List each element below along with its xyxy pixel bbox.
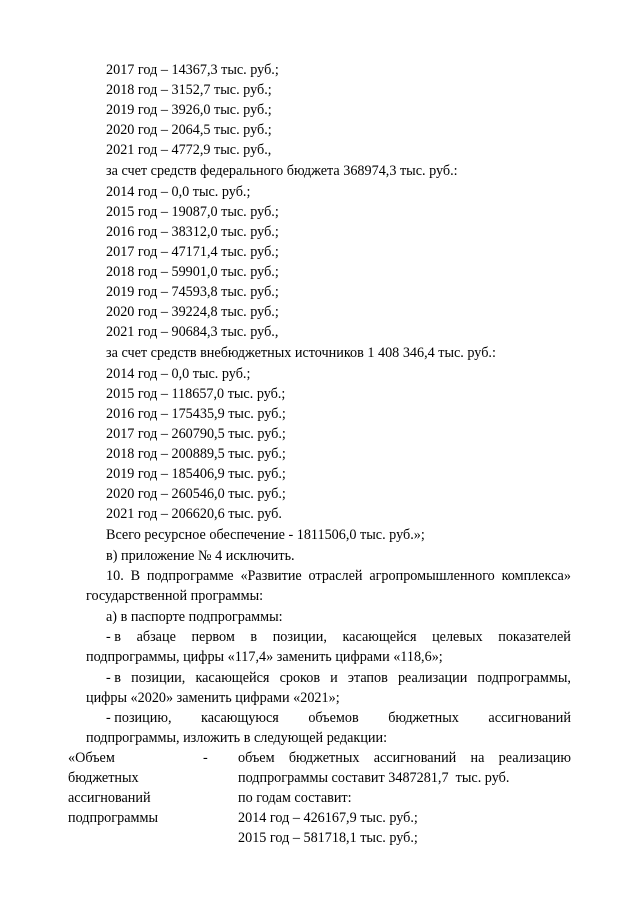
- word: первом: [191, 629, 235, 645]
- text-line: 2018 год – 3152,7 тыс. руб.;: [106, 82, 272, 98]
- word: бюджетных: [288, 750, 360, 766]
- word: реализации: [397, 670, 468, 686]
- word: объемов: [308, 710, 359, 726]
- word: бюджетных: [388, 710, 459, 726]
- text-line: за счет средств внебюджетных источников 1 408 346,4 тыс. руб.:: [106, 345, 496, 361]
- item-a: а) в паспорте подпрограммы:: [106, 609, 283, 625]
- table-right-cell: по годам составит:: [238, 790, 352, 806]
- bullet-2-line2: цифры «2020» заменить цифрами «2021»;: [86, 690, 340, 706]
- text-line: 2020 год – 2064,5 тыс. руб.;: [106, 122, 272, 138]
- text-line: в) приложение № 4 исключить.: [106, 548, 295, 564]
- word: касающейся: [342, 629, 417, 645]
- word: «Развитие: [240, 568, 302, 584]
- table-right-cell: подпрограммы составит 3487281,7 тыс. руб.: [238, 770, 510, 786]
- text-line: 2014 год – 0,0 тыс. руб.;: [106, 366, 251, 382]
- word: - в: [106, 670, 121, 686]
- bullet-1-line2: подпрограммы, цифры «117,4» заменить цифрами «118,6»;: [86, 649, 443, 665]
- bullet-2-line1: [106, 668, 571, 688]
- text-line: 2020 год – 39224,8 тыс. руб.;: [106, 304, 279, 320]
- word: показателей: [498, 629, 571, 645]
- word: позиции,: [131, 670, 186, 686]
- table-dash: -: [203, 750, 208, 766]
- word: подпрограммы,: [477, 670, 571, 686]
- text-line: 2015 год – 19087,0 тыс. руб.;: [106, 204, 279, 220]
- word: реализацию: [498, 750, 571, 766]
- word: 10.: [106, 568, 124, 584]
- table-right-line1: [238, 748, 571, 768]
- text-line: 2016 год – 38312,0 тыс. руб.;: [106, 224, 279, 240]
- text-line: 2020 год – 260546,0 тыс. руб.;: [106, 486, 286, 502]
- word: и: [330, 670, 338, 686]
- word: сроков: [279, 670, 321, 686]
- table-right-cell: 2015 год – 581718,1 тыс. руб.;: [238, 830, 418, 846]
- text-line: 2019 год – 74593,8 тыс. руб.;: [106, 284, 279, 300]
- word: - в: [106, 629, 121, 645]
- word: - позицию,: [106, 710, 172, 726]
- table-left-cell: «Объем: [68, 750, 115, 766]
- word: агропромышленного: [369, 568, 495, 584]
- text-line: 2014 год – 0,0 тыс. руб.;: [106, 184, 251, 200]
- word: абзаце: [136, 629, 176, 645]
- table-left-cell: подпрограммы: [68, 810, 158, 826]
- word: целевых: [432, 629, 483, 645]
- text-line: 2019 год – 185406,9 тыс. руб.;: [106, 466, 286, 482]
- paragraph-10-line1: [106, 566, 571, 586]
- text-line: 2021 год – 90684,3 тыс. руб.,: [106, 324, 279, 340]
- word: этапов: [347, 670, 388, 686]
- word: ассигнований: [373, 750, 457, 766]
- word: ассигнований: [488, 710, 571, 726]
- bullet-3-line1: [106, 708, 571, 728]
- text-line: 2018 год – 59901,0 тыс. руб.;: [106, 264, 279, 280]
- text-line: 2017 год – 14367,3 тыс. руб.;: [106, 62, 279, 78]
- word: отраслей: [308, 568, 363, 584]
- bullet-3-line2: подпрограммы, изложить в следующей редакции:: [86, 730, 388, 746]
- word: объем: [238, 750, 275, 766]
- text-line: Всего ресурсное обеспечение - 1811506,0 тыс. руб.»;: [106, 527, 425, 543]
- word: касающейся: [195, 670, 270, 686]
- word: подпрограмме: [146, 568, 234, 584]
- text-line: 2017 год – 47171,4 тыс. руб.;: [106, 244, 279, 260]
- paragraph-10-line2: государственной программы:: [86, 588, 264, 604]
- text-line: 2018 год – 200889,5 тыс. руб.;: [106, 446, 286, 462]
- text-line: 2021 год – 4772,9 тыс. руб.,: [106, 142, 272, 158]
- word: комплекса»: [501, 568, 571, 584]
- word: на: [470, 750, 485, 766]
- text-line: за счет средств федерального бюджета 368974,3 тыс. руб.:: [106, 163, 458, 179]
- text-line: 2019 год – 3926,0 тыс. руб.;: [106, 102, 272, 118]
- table-left-cell: бюджетных: [68, 770, 139, 786]
- bullet-1-line1: [106, 627, 571, 647]
- text-line: 2015 год – 118657,0 тыс. руб.;: [106, 386, 286, 402]
- word: В: [130, 568, 141, 584]
- table-right-cell: 2014 год – 426167,9 тыс. руб.;: [238, 810, 418, 826]
- table-left-cell: ассигнований: [68, 790, 151, 806]
- word: в: [250, 629, 258, 645]
- text-line: 2016 год – 175435,9 тыс. руб.;: [106, 406, 286, 422]
- text-line: 2017 год – 260790,5 тыс. руб.;: [106, 426, 286, 442]
- word: позиции,: [272, 629, 327, 645]
- text-line: 2021 год – 206620,6 тыс. руб.: [106, 506, 282, 522]
- word: касающуюся: [201, 710, 279, 726]
